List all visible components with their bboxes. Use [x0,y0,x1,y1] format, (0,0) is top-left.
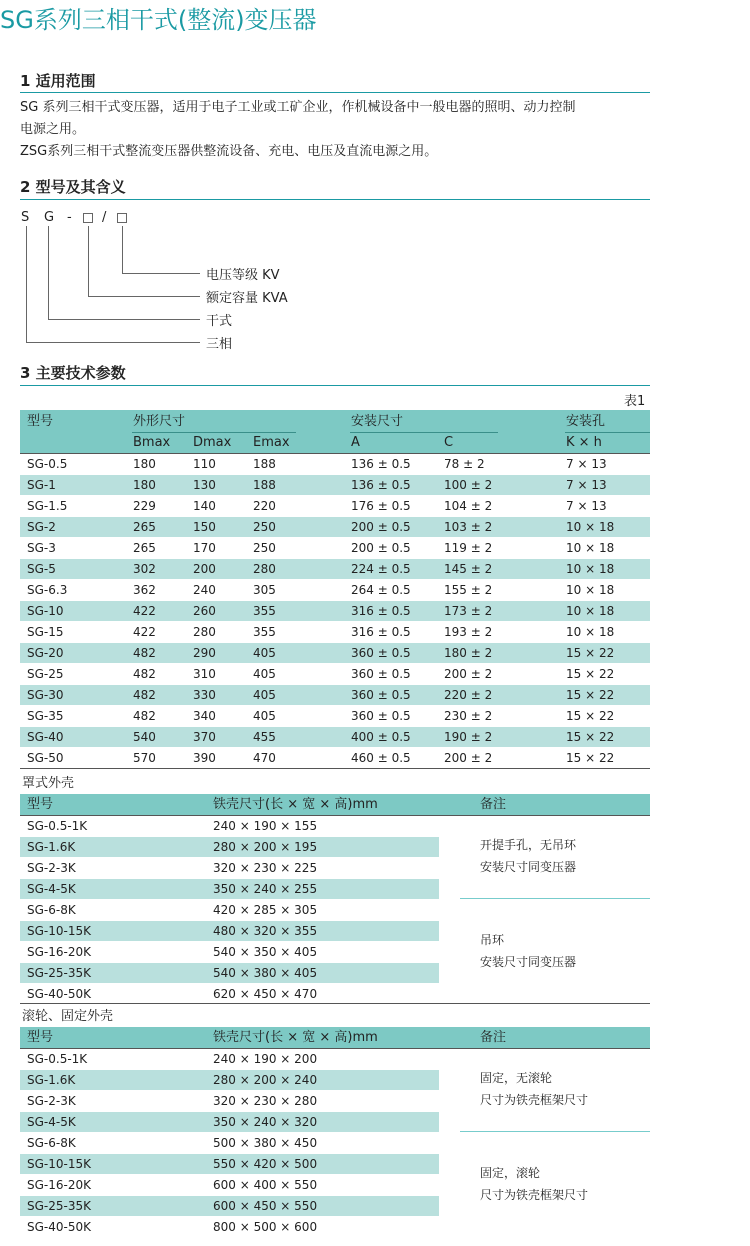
table1-cell-dmax: 130 [193,478,216,492]
table1-row-bg [20,685,650,705]
table3-cell-model: SG-2-3K [27,1094,76,1108]
table1-cell-dmax: 240 [193,583,216,597]
table1-cell-c: 145 ± 2 [444,562,493,576]
table3-cell-size: 240 × 190 × 200 [213,1052,318,1066]
table2-cell-model: SG-10-15K [27,924,91,938]
section1-divider [20,92,650,93]
table1-cell-a: 360 ± 0.5 [351,709,411,723]
table2-cell-model: SG-1.6K [27,840,76,854]
table1-cell-kh: 15 × 22 [566,709,615,723]
code-slash: / [102,210,107,225]
table1-cell-a: 136 ± 0.5 [351,457,411,471]
table1-cell-emax: 220 [253,499,276,513]
table1-cell-emax: 405 [253,646,276,660]
table1-cell-emax: 405 [253,709,276,723]
table2-note1-line2: 安装尺寸同变压器 [480,860,577,874]
table1-row-bg [20,727,650,747]
table3-cell-size: 350 × 240 × 320 [213,1115,318,1129]
table1-cell-emax: 470 [253,751,276,765]
connector-capacity-h [88,296,200,297]
table1-cell-kh: 7 × 13 [566,478,607,492]
table1-cell-dmax: 110 [193,457,216,471]
table1-cell-bmax: 540 [133,730,156,744]
table1-cell-bmax: 482 [133,646,156,660]
table1-cell-bmax: 482 [133,688,156,702]
table1-cell-kh: 15 × 22 [566,688,615,702]
table2-cell-model: SG-25-35K [27,966,91,980]
table1-cell-a: 316 ± 0.5 [351,625,411,639]
table1-cell-c: 155 ± 2 [444,583,493,597]
table1-cell-c: 193 ± 2 [444,625,493,639]
code-s: S [21,210,30,225]
table2-cell-size: 420 × 285 × 305 [213,903,318,917]
table2-cell-model: SG-6-8K [27,903,76,917]
table3-header-rule [20,1048,650,1049]
table2-note2-line1: 吊环 [480,933,505,947]
table1-cell-bmax: 265 [133,520,156,534]
table3-cell-size: 800 × 500 × 600 [213,1220,318,1234]
table2-cell-size: 350 × 240 × 255 [213,882,318,896]
table1-cell-dmax: 280 [193,625,216,639]
table1-cell-model: SG-0.5 [27,457,68,471]
table3-note1-line1: 固定，无滚轮 [480,1071,553,1085]
table1-cell-kh: 7 × 13 [566,457,607,471]
table1-cell-bmax: 265 [133,541,156,555]
table1-cell-model: SG-6.3 [27,583,68,597]
table1-sub-emax: Emax [253,435,290,450]
table1-cell-model: SG-1.5 [27,499,68,513]
table1-cell-model: SG-1 [27,478,56,492]
table3-note-divider [460,1131,650,1132]
table1-cell-c: 180 ± 2 [444,646,493,660]
page-title: SG系列三相干式(整流)变压器 [0,6,317,34]
table1-row-bg [20,559,650,579]
table1-sub-bmax: Bmax [133,435,171,450]
table1-cell-emax: 188 [253,457,276,471]
table1-cell-c: 200 ± 2 [444,751,493,765]
table1-cell-kh: 15 × 22 [566,730,615,744]
table3-cell-size: 600 × 450 × 550 [213,1199,318,1213]
table1-cell-emax: 405 [253,667,276,681]
table1-cell-model: SG-40 [27,730,64,744]
table1-cell-kh: 10 × 18 [566,583,615,597]
table1-cell-dmax: 170 [193,541,216,555]
table1-cell-model: SG-25 [27,667,64,681]
table1-cell-a: 200 ± 0.5 [351,541,411,555]
table3-note2-line2: 尺寸为铁壳框架尺寸 [480,1188,589,1202]
table2-bottom-rule [20,1003,650,1004]
table1-cell-a: 136 ± 0.5 [351,478,411,492]
table1-cell-a: 316 ± 0.5 [351,604,411,618]
table1-cell-emax: 305 [253,583,276,597]
section1-p1-line1: SG 系列三相干式变压器，适用于电子工业或工矿企业，作机械设备中一般电器的照明、动力控制 [20,100,576,115]
section1-p2: ZSG系列三相干式整流变压器供整流设备、充电、电压及直流电源之用。 [20,144,438,159]
table3-cell-size: 320 × 230 × 280 [213,1094,318,1108]
table2-header-model: 型号 [27,797,54,812]
table2-cell-size: 240 × 190 × 155 [213,819,318,833]
table1-sub-a: A [351,435,360,450]
table1-header-mount: 安装尺寸 [351,414,404,429]
table1-cell-a: 360 ± 0.5 [351,688,411,702]
table3-cell-model: SG-40-50K [27,1220,91,1234]
table1-cell-a: 264 ± 0.5 [351,583,411,597]
table-number: 表1 [624,394,646,409]
table2-cell-size: 280 × 200 × 195 [213,840,318,854]
table3-cell-model: SG-1.6K [27,1073,76,1087]
table1-cell-model: SG-10 [27,604,64,618]
table1-header-bg [20,410,650,453]
table1-header-hole: 安装孔 [566,414,606,429]
table1-header-model: 型号 [27,414,54,429]
table1-cell-kh: 15 × 22 [566,646,615,660]
table2-cell-model: SG-4-5K [27,882,76,896]
table1-row-bg [20,643,650,663]
table1-cell-emax: 455 [253,730,276,744]
table1-cell-bmax: 180 [133,457,156,471]
table1-cell-dmax: 370 [193,730,216,744]
table2-header-rule [20,815,650,816]
table1-cell-kh: 10 × 18 [566,604,615,618]
table1-cell-model: SG-35 [27,709,64,723]
table2-cell-size: 540 × 350 × 405 [213,945,318,959]
table3-header-size: 铁壳尺寸(长 × 宽 × 高)mm [213,1030,378,1045]
table1-cell-emax: 250 [253,520,276,534]
table3-cell-model: SG-4-5K [27,1115,76,1129]
table2-cell-model: SG-0.5-1K [27,819,88,833]
table1-sub-dmax: Dmax [193,435,232,450]
table1-cell-dmax: 330 [193,688,216,702]
table2-cell-model: SG-16-20K [27,945,91,959]
table1-cell-dmax: 150 [193,520,216,534]
table1-cell-c: 119 ± 2 [444,541,493,555]
table2-cell-model: SG-40-50K [27,987,91,1001]
table3-caption: 滚轮、固定外壳 [22,1009,114,1024]
table1-cell-bmax: 482 [133,667,156,681]
table1-cell-model: SG-15 [27,625,64,639]
table3-note1-line2: 尺寸为铁壳框架尺寸 [480,1093,589,1107]
table1-cell-emax: 280 [253,562,276,576]
table2-header-size: 铁壳尺寸(长 × 宽 × 高)mm [213,797,378,812]
table2-cell-size: 540 × 380 × 405 [213,966,318,980]
table1-cell-bmax: 229 [133,499,156,513]
code-dash: - [67,210,72,225]
table1-cell-c: 220 ± 2 [444,688,493,702]
table3-cell-size: 600 × 400 × 550 [213,1178,318,1192]
table2-caption: 罩式外壳 [22,776,75,791]
table1-cell-a: 176 ± 0.5 [351,499,411,513]
table3-cell-size: 280 × 200 × 240 [213,1073,318,1087]
table1-cell-kh: 15 × 22 [566,667,615,681]
table2-cell-size: 620 × 450 × 470 [213,987,318,1001]
table3-cell-size: 550 × 420 × 500 [213,1157,318,1171]
table1-cell-c: 100 ± 2 [444,478,493,492]
table1-cell-a: 360 ± 0.5 [351,667,411,681]
table1-cell-a: 360 ± 0.5 [351,646,411,660]
connector-dry-v [48,226,49,319]
connector-voltage-v [122,226,123,273]
meaning-capacity: 额定容量 KVA [206,291,288,306]
table1-row-bg [20,475,650,495]
table1-cell-c: 78 ± 2 [444,457,485,471]
table1-cell-c: 190 ± 2 [444,730,493,744]
table3-cell-model: SG-0.5-1K [27,1052,88,1066]
table2-note1-line1: 开提手孔，无吊环 [480,838,577,852]
meaning-dry: 干式 [206,314,233,329]
connector-phase-h [26,342,200,343]
table1-header-dims: 外形尺寸 [133,414,186,429]
table1-cell-dmax: 260 [193,604,216,618]
table1-cell-bmax: 422 [133,625,156,639]
table3-cell-size: 500 × 380 × 450 [213,1136,318,1150]
table1-cell-dmax: 340 [193,709,216,723]
connector-phase-v [26,226,27,342]
table1-cell-dmax: 290 [193,646,216,660]
section2-divider [20,199,650,200]
table3-cell-model: SG-10-15K [27,1157,91,1171]
table1-cell-model: SG-2 [27,520,56,534]
table1-bottom-rule [20,768,650,769]
table1-cell-c: 103 ± 2 [444,520,493,534]
capacity-box [83,213,93,223]
table1-cell-c: 230 ± 2 [444,709,493,723]
connector-capacity-v [88,226,89,296]
section3-divider [20,385,650,386]
table1-cell-emax: 355 [253,625,276,639]
table1-cell-c: 173 ± 2 [444,604,493,618]
table1-cell-dmax: 200 [193,562,216,576]
table1-cell-model: SG-20 [27,646,64,660]
table1-cell-dmax: 390 [193,751,216,765]
table1-cell-model: SG-5 [27,562,56,576]
meaning-three-phase: 三相 [206,337,233,352]
code-g: G [44,210,55,225]
table3-header-note: 备注 [480,1030,507,1045]
table1-header-rule [20,453,650,454]
table1-cell-bmax: 482 [133,709,156,723]
table1-cell-bmax: 180 [133,478,156,492]
table1-row-bg [20,517,650,537]
connector-voltage-h [122,273,200,274]
table1-cell-kh: 15 × 22 [566,751,615,765]
table1-cell-c: 200 ± 2 [444,667,493,681]
table2-cell-size: 320 × 230 × 225 [213,861,318,875]
table2-note-divider [460,898,650,899]
table1-cell-dmax: 140 [193,499,216,513]
section2-heading: 2 型号及其含义 [20,178,126,196]
voltage-box [117,213,127,223]
table1-row-bg [20,601,650,621]
table3-cell-model: SG-25-35K [27,1199,91,1213]
table3-cell-model: SG-6-8K [27,1136,76,1150]
table1-cell-dmax: 310 [193,667,216,681]
table1-cell-bmax: 570 [133,751,156,765]
table1-cell-a: 400 ± 0.5 [351,730,411,744]
table2-note2-line2: 安装尺寸同变压器 [480,955,577,969]
table1-cell-bmax: 422 [133,604,156,618]
table1-cell-model: SG-30 [27,688,64,702]
table1-mount-underline [350,432,498,433]
table1-cell-kh: 10 × 18 [566,625,615,639]
table1-cell-model: SG-50 [27,751,64,765]
table1-cell-kh: 10 × 18 [566,520,615,534]
table1-cell-emax: 188 [253,478,276,492]
connector-dry-h [48,319,200,320]
table2-cell-model: SG-2-3K [27,861,76,875]
table1-cell-c: 104 ± 2 [444,499,493,513]
table1-cell-a: 200 ± 0.5 [351,520,411,534]
table3-header-model: 型号 [27,1030,54,1045]
table1-cell-emax: 405 [253,688,276,702]
table1-sub-c: C [444,435,454,450]
table2-header-note: 备注 [480,797,507,812]
table1-cell-kh: 7 × 13 [566,499,607,513]
table1-cell-a: 460 ± 0.5 [351,751,411,765]
table1-cell-emax: 250 [253,541,276,555]
table3-cell-model: SG-16-20K [27,1178,91,1192]
section1-heading: 1 适用范围 [20,72,96,90]
section1-p1-line2: 电源之用。 [20,122,86,137]
table2-cell-size: 480 × 320 × 355 [213,924,318,938]
meaning-voltage: 电压等级 KV [206,268,280,283]
table1-cell-a: 224 ± 0.5 [351,562,411,576]
section3-heading: 3 主要技术参数 [20,364,126,382]
table1-cell-model: SG-3 [27,541,56,555]
table1-cell-bmax: 302 [133,562,156,576]
table1-cell-emax: 355 [253,604,276,618]
table3-note2-line1: 固定，滚轮 [480,1166,541,1180]
table1-cell-kh: 10 × 18 [566,562,615,576]
table1-sub-kh: K × h [566,435,602,450]
table1-cell-kh: 10 × 18 [566,541,615,555]
table1-cell-bmax: 362 [133,583,156,597]
